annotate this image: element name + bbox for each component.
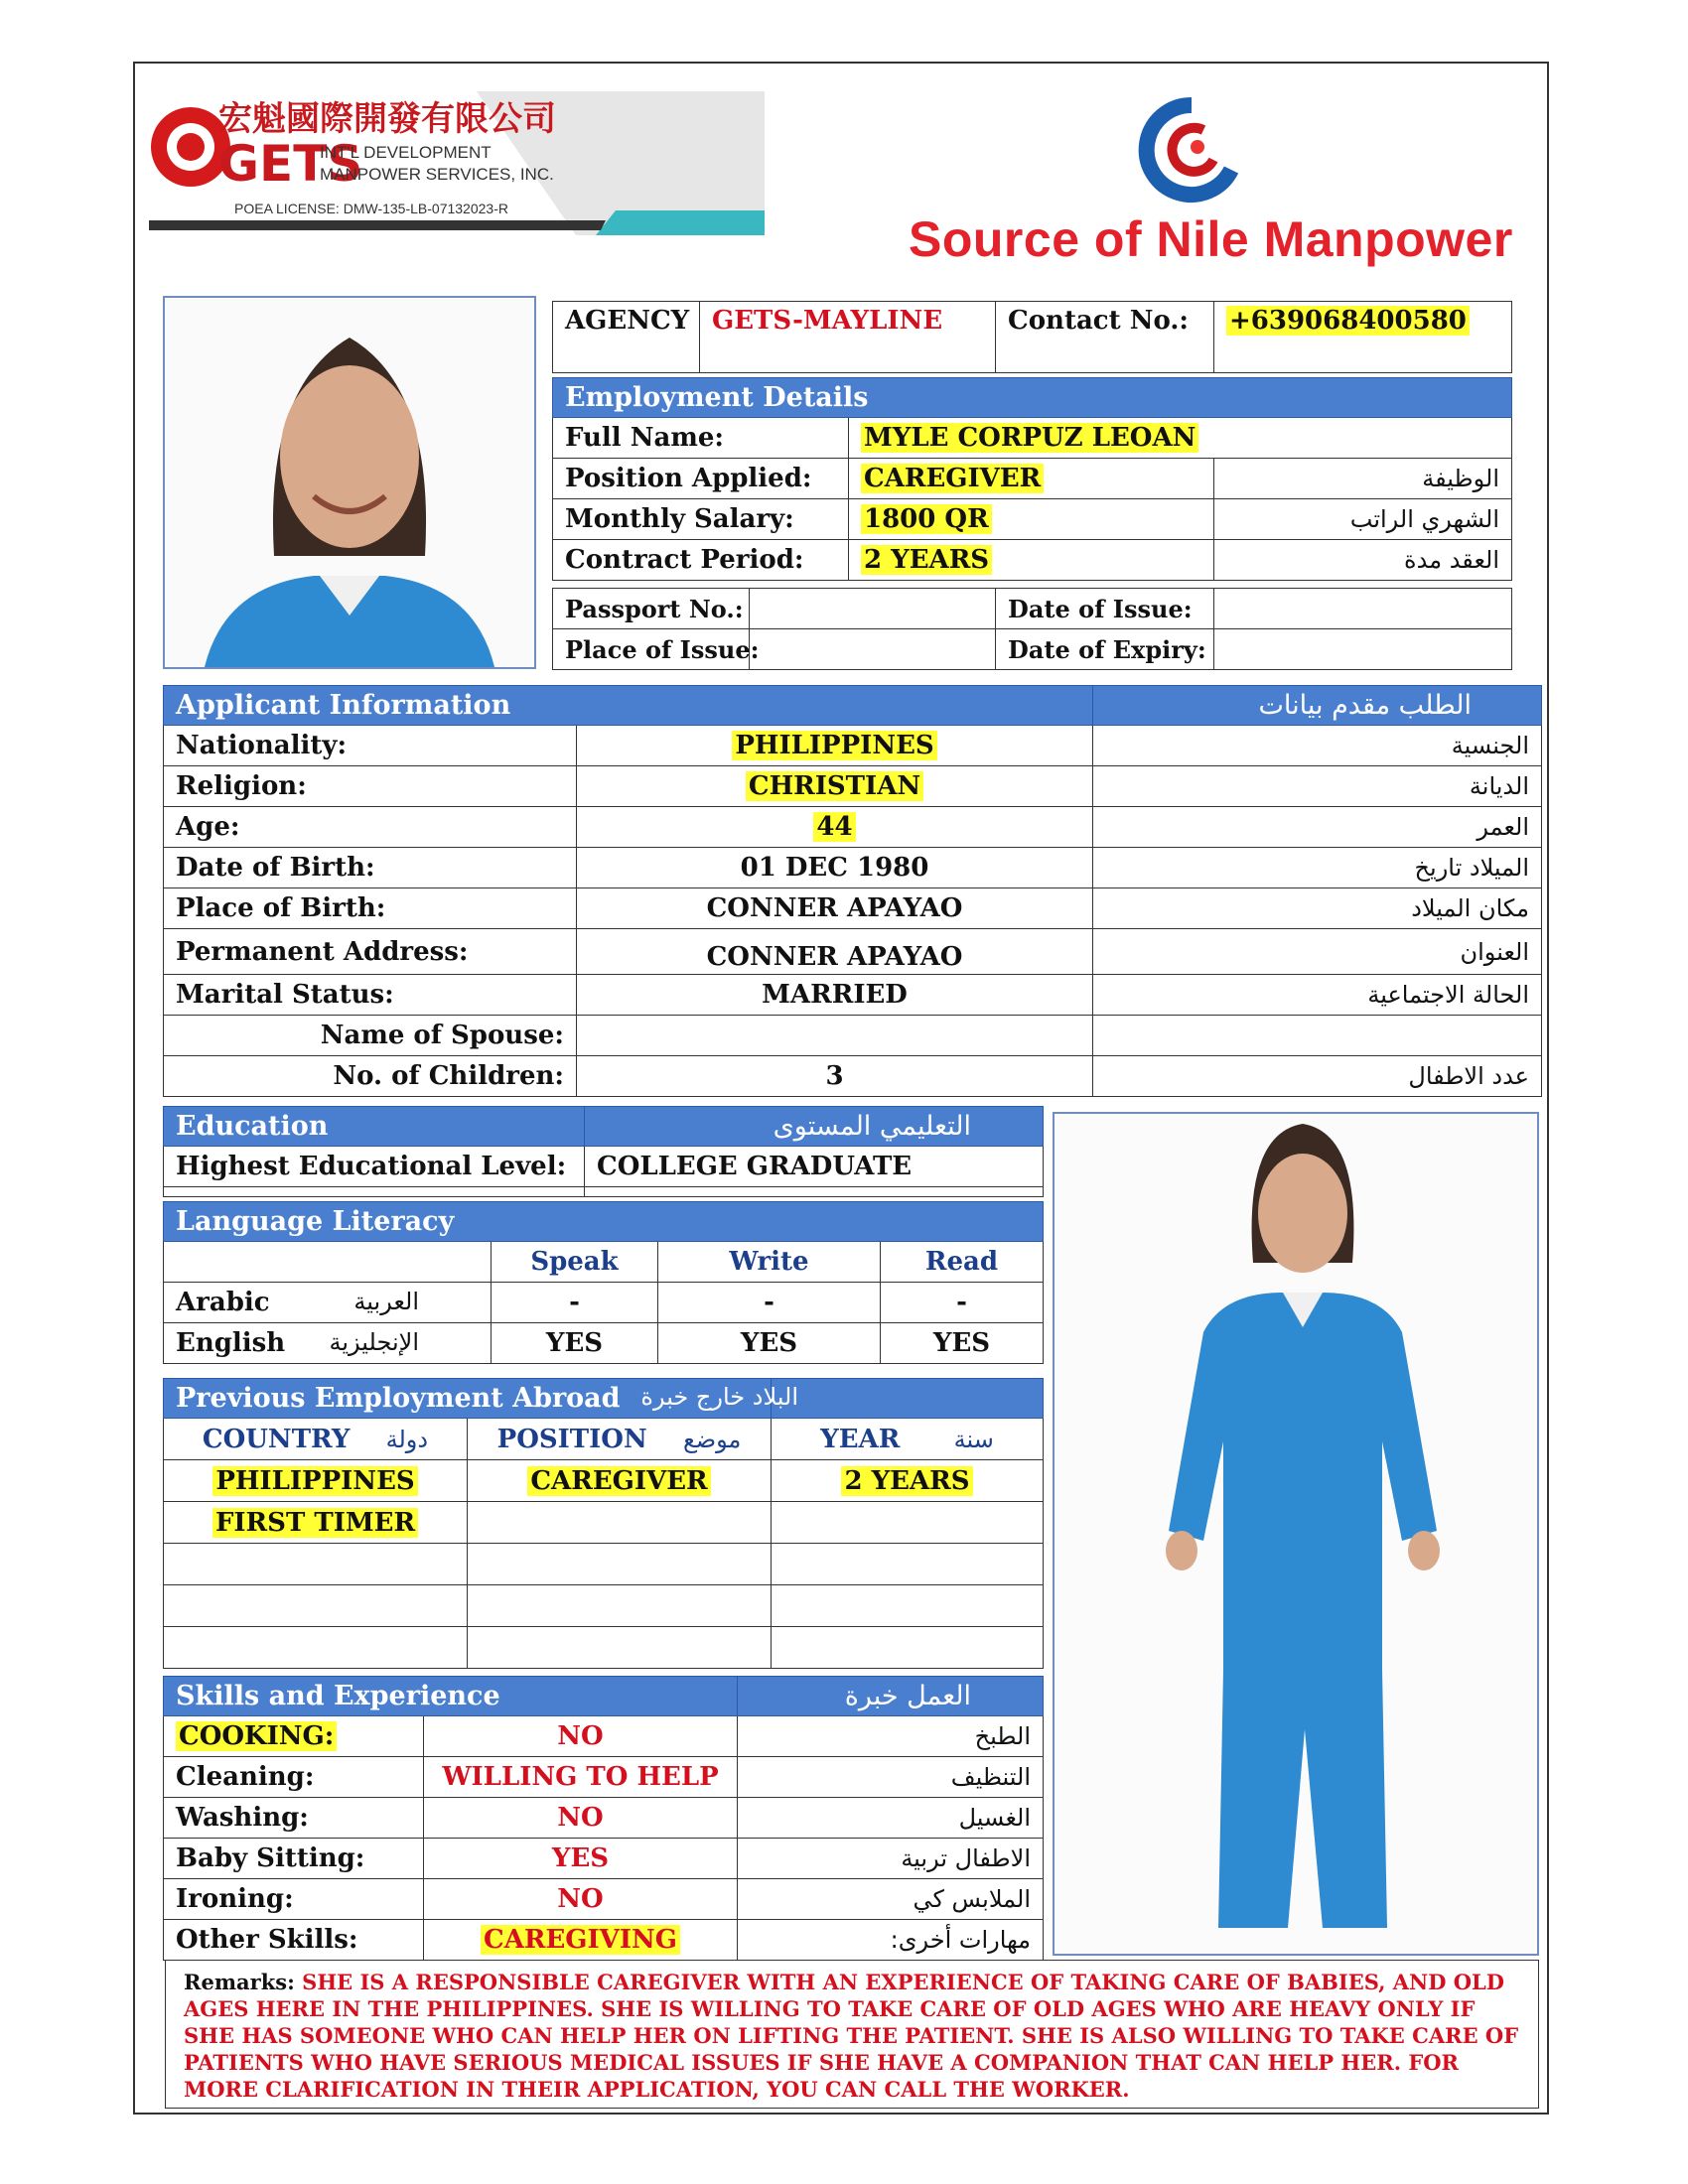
gets-name: GETS <box>218 135 363 193</box>
prev-country: FIRST TIMER <box>164 1502 468 1544</box>
row-value: 01 DEC 1980 <box>577 848 1093 888</box>
issue-date-value <box>1214 589 1512 629</box>
employment-title: Employment Details <box>553 378 1512 418</box>
skills-title-arabic: العمل خبرة <box>738 1677 1044 1716</box>
row-arabic: العنوان <box>1093 929 1542 975</box>
skill-arabic: التنظيف <box>738 1757 1044 1798</box>
brand-title: Source of Nile Manpower <box>909 211 1513 267</box>
language-title: Language Literacy <box>164 1202 1044 1242</box>
full-name-label: Full Name: <box>553 418 849 459</box>
gets-logo <box>149 91 765 235</box>
employment-table <box>552 377 1512 581</box>
salary-label: Monthly Salary: <box>553 499 849 540</box>
skills-title: Skills and Experience <box>164 1677 738 1716</box>
prev-position <box>468 1502 772 1544</box>
row-arabic: مكان الميلاد <box>1093 888 1542 929</box>
skill-label: Other Skills: <box>164 1920 424 1961</box>
portrait-photo <box>163 296 536 669</box>
prev-position: CAREGIVER <box>468 1460 772 1502</box>
row-arabic: الميلاد تاريخ <box>1093 848 1542 888</box>
language-row <box>164 1323 1044 1364</box>
year-header: YEAR سنة <box>772 1419 1044 1460</box>
remarks-label: Remarks: <box>184 1970 295 1994</box>
previous-title: Previous Employment Abroad البلاد خارج خبرة <box>164 1379 772 1419</box>
row-value: 44 <box>577 807 1093 848</box>
previous-row-empty <box>164 1627 1044 1669</box>
full-body-photo <box>1053 1112 1539 1956</box>
read-value: YES <box>881 1323 1044 1364</box>
applicant-table <box>163 685 1542 1097</box>
row-label: No. of Children: <box>164 1056 577 1097</box>
applicant-row <box>164 888 1542 929</box>
skill-label: Ironing: <box>164 1879 424 1920</box>
skill-value: NO <box>424 1879 738 1920</box>
contact-label: Contact No.: <box>996 302 1214 373</box>
language-row <box>164 1283 1044 1323</box>
education-title: Education <box>164 1107 585 1147</box>
prev-year: 2 YEARS <box>772 1460 1044 1502</box>
row-arabic: الديانة <box>1093 766 1542 807</box>
source-of-nile-logo <box>1132 95 1251 205</box>
write-value: YES <box>658 1323 881 1364</box>
row-value <box>577 1016 1093 1056</box>
row-value: CHRISTIAN <box>577 766 1093 807</box>
expiry-date-value <box>1214 629 1512 670</box>
skill-value: NO <box>424 1798 738 1839</box>
remarks-box <box>165 1960 1539 2109</box>
skill-value: CAREGIVING <box>424 1920 738 1961</box>
contract-value: 2 YEARS <box>849 540 1214 581</box>
agency-value: GETS-MAYLINE <box>700 302 996 373</box>
gets-sub2: MANPOWER SERVICES, INC. <box>320 165 554 184</box>
skill-arabic: الملابس كي <box>738 1879 1044 1920</box>
applicant-row <box>164 807 1542 848</box>
contact-value: +639068400580 <box>1214 302 1512 373</box>
applicant-title: Applicant Information <box>164 686 1093 726</box>
prev-country: PHILIPPINES <box>164 1460 468 1502</box>
education-level-value: COLLEGE GRADUATE <box>585 1147 1044 1187</box>
skill-row <box>164 1798 1044 1839</box>
skill-value: WILLING TO HELP <box>424 1757 738 1798</box>
previous-row-empty <box>164 1544 1044 1585</box>
language-label: English الإنجليزية <box>164 1323 492 1364</box>
place-issue-value <box>750 629 996 670</box>
remarks-text: SHE IS A RESPONSIBLE CAREGIVER WITH AN EXPERIENCE OF TAKING CARE OF BABIES, AND OLD AGES HERE IN THE PHILIPPINES. SHE IS WILLING TO TAKE CARE OF OLD AGES WHO ARE HEAVY ONLY IF SHE HAS SOMEONE WHO CAN HELP HER ON LIFTING THE PATIENT. SHE IS ALSO WILLING TO TAKE CARE OF PATIENTS WHO HAVE SERIOUS MEDICAL ISSUES IF SHE HAVE A COMPANION THAT CAN HELP HER. FOR MORE CLARIFICATION IN THEIR APPLICATION, YOU CAN CALL THE WORKER. <box>184 1970 1519 2102</box>
row-label: Age: <box>164 807 577 848</box>
previous-row <box>164 1502 1044 1544</box>
skill-value: NO <box>424 1716 738 1757</box>
salary-value: 1800 QR <box>849 499 1214 540</box>
row-label: Marital Status: <box>164 975 577 1016</box>
position-header: POSITION موضع <box>468 1419 772 1460</box>
passport-no-label: Passport No.: <box>553 589 750 629</box>
skill-label: COOKING: <box>164 1716 424 1757</box>
applicant-row <box>164 1056 1542 1097</box>
gets-sub1: INT'L DEVELOPMENT <box>320 143 492 162</box>
full-name-value: MYLE CORPUZ LEOAN <box>849 418 1512 459</box>
row-arabic: العمر <box>1093 807 1542 848</box>
previous-row-empty <box>164 1585 1044 1627</box>
write-value: - <box>658 1283 881 1323</box>
country-header: COUNTRY دولة <box>164 1419 468 1460</box>
row-value: PHILIPPINES <box>577 726 1093 766</box>
skill-label: Cleaning: <box>164 1757 424 1798</box>
education-table <box>163 1106 1044 1197</box>
language-label: Arabic العربية <box>164 1283 492 1323</box>
position-value: CAREGIVER <box>849 459 1214 499</box>
row-value: MARRIED <box>577 975 1093 1016</box>
previous-row <box>164 1460 1044 1502</box>
skills-table <box>163 1676 1044 1961</box>
skill-row <box>164 1839 1044 1879</box>
skill-row <box>164 1716 1044 1757</box>
contract-label: Contract Period: <box>553 540 849 581</box>
place-issue-label: Place of Issue: <box>553 629 750 670</box>
row-label: Date of Birth: <box>164 848 577 888</box>
skill-label: Baby Sitting: <box>164 1839 424 1879</box>
position-arabic: الوظيفة <box>1214 459 1512 499</box>
row-label: Permanent Address: <box>164 929 577 975</box>
passport-table <box>552 588 1512 670</box>
row-value: CONNER APAYAO <box>577 929 1093 975</box>
skill-label: Washing: <box>164 1798 424 1839</box>
skill-row <box>164 1757 1044 1798</box>
read-value: - <box>881 1283 1044 1323</box>
gets-chinese-name: 宏魁國際開發有限公司 <box>218 99 556 139</box>
skill-row <box>164 1879 1044 1920</box>
position-label: Position Applied: <box>553 459 849 499</box>
write-header: Write <box>658 1242 881 1283</box>
prev-year <box>772 1502 1044 1544</box>
skill-arabic: الغسيل <box>738 1798 1044 1839</box>
row-arabic <box>1093 1016 1542 1056</box>
education-level-label: Highest Educational Level: <box>164 1147 585 1187</box>
speak-header: Speak <box>492 1242 658 1283</box>
row-value: 3 <box>577 1056 1093 1097</box>
skill-arabic: مهارات أخرى: <box>738 1920 1044 1961</box>
education-title-arabic: التعليمي المستوى <box>585 1107 1044 1147</box>
row-label: Religion: <box>164 766 577 807</box>
applicant-row <box>164 766 1542 807</box>
row-label: Name of Spouse: <box>164 1016 577 1056</box>
row-arabic: الجنسية <box>1093 726 1542 766</box>
skill-row <box>164 1920 1044 1961</box>
row-label: Nationality: <box>164 726 577 766</box>
skill-arabic: الاطفال تربية <box>738 1839 1044 1879</box>
expiry-date-label: Date of Expiry: <box>996 629 1214 670</box>
previous-employment-table <box>163 1378 1044 1669</box>
row-value: CONNER APAYAO <box>577 888 1093 929</box>
row-label: Place of Birth: <box>164 888 577 929</box>
salary-arabic: الشهري الراتب <box>1214 499 1512 540</box>
row-arabic: الحالة الاجتماعية <box>1093 975 1542 1016</box>
applicant-row <box>164 929 1542 975</box>
applicant-row <box>164 726 1542 766</box>
applicant-row <box>164 1016 1542 1056</box>
language-table <box>163 1201 1044 1364</box>
applicant-row <box>164 975 1542 1016</box>
applicant-row <box>164 848 1542 888</box>
skill-arabic: الطبخ <box>738 1716 1044 1757</box>
applicant-title-arabic: الطلب مقدم بيانات <box>1093 686 1542 726</box>
issue-date-label: Date of Issue: <box>996 589 1214 629</box>
passport-no-value <box>750 589 996 629</box>
skill-value: YES <box>424 1839 738 1879</box>
gets-license: POEA LICENSE: DMW-135-LB-07132023-R <box>234 201 508 216</box>
row-arabic: عدد الاطفال <box>1093 1056 1542 1097</box>
speak-value: YES <box>492 1323 658 1364</box>
read-header: Read <box>881 1242 1044 1283</box>
nile-logo-icon <box>1132 95 1251 205</box>
agency-label: AGENCY <box>553 302 700 373</box>
speak-value: - <box>492 1283 658 1323</box>
agency-table <box>552 301 1512 373</box>
contract-arabic: العقد مدة <box>1214 540 1512 581</box>
